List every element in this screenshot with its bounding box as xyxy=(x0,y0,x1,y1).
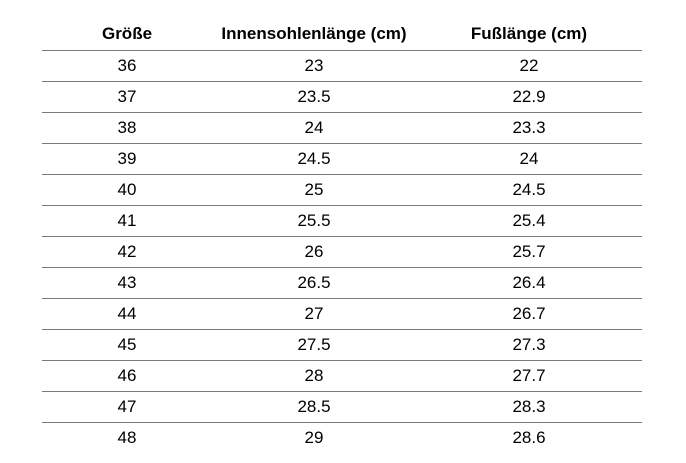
cell-foot-length: 25.4 xyxy=(416,206,642,237)
cell-foot-length: 22 xyxy=(416,51,642,82)
cell-size: 44 xyxy=(42,299,212,330)
cell-foot-length: 28.3 xyxy=(416,392,642,423)
cell-size: 47 xyxy=(42,392,212,423)
cell-insole-length: 28 xyxy=(212,361,416,392)
cell-foot-length: 22.9 xyxy=(416,82,642,113)
size-chart-table xyxy=(42,18,642,453)
cell-size: 40 xyxy=(42,175,212,206)
cell-size: 37 xyxy=(42,82,212,113)
cell-insole-length: 27.5 xyxy=(212,330,416,361)
table-header-row xyxy=(42,18,642,51)
cell-size: 45 xyxy=(42,330,212,361)
header-insole-length: Innensohlenlänge (cm) xyxy=(212,18,416,51)
cell-foot-length: 27.7 xyxy=(416,361,642,392)
cell-insole-length: 23 xyxy=(212,51,416,82)
table-row xyxy=(42,82,642,113)
table-row xyxy=(42,237,642,268)
cell-foot-length: 24 xyxy=(416,144,642,175)
cell-foot-length: 27.3 xyxy=(416,330,642,361)
cell-insole-length: 27 xyxy=(212,299,416,330)
table-row xyxy=(42,206,642,237)
cell-insole-length: 26 xyxy=(212,237,416,268)
table-row xyxy=(42,361,642,392)
cell-insole-length: 24.5 xyxy=(212,144,416,175)
cell-foot-length: 28.6 xyxy=(512,428,546,447)
cell-foot-length: 23.3 xyxy=(416,113,642,144)
table-row xyxy=(42,330,642,361)
cell-insole-length: 25 xyxy=(212,175,416,206)
cell-size: 43 xyxy=(42,268,212,299)
table-row xyxy=(42,144,642,175)
cell-insole-length: 26.5 xyxy=(212,268,416,299)
header-foot-length: Fußlänge (cm) xyxy=(416,18,642,51)
cell-insole-length: 28.5 xyxy=(212,392,416,423)
table-row xyxy=(42,423,642,454)
cell-insole-length: 23.5 xyxy=(212,82,416,113)
cell-size: 48 xyxy=(117,428,137,447)
cell-size: 38 xyxy=(42,113,212,144)
cell-size: 39 xyxy=(42,144,212,175)
table-row xyxy=(42,268,642,299)
cell-foot-length: 26.7 xyxy=(416,299,642,330)
cell-size: 46 xyxy=(42,361,212,392)
table-row xyxy=(42,392,642,423)
cell-size: 36 xyxy=(42,51,212,82)
cell-insole-length: 29 xyxy=(304,428,324,447)
cell-size: 41 xyxy=(42,206,212,237)
cell-insole-length: 25.5 xyxy=(212,206,416,237)
table-row xyxy=(42,299,642,330)
cell-size: 42 xyxy=(42,237,212,268)
cell-foot-length: 25.7 xyxy=(416,237,642,268)
cell-foot-length: 24.5 xyxy=(416,175,642,206)
cell-insole-length: 24 xyxy=(212,113,416,144)
table-row xyxy=(42,175,642,206)
table-row xyxy=(42,51,642,82)
cell-foot-length: 26.4 xyxy=(416,268,642,299)
header-size: Größe xyxy=(42,18,212,51)
table-row xyxy=(42,113,642,144)
